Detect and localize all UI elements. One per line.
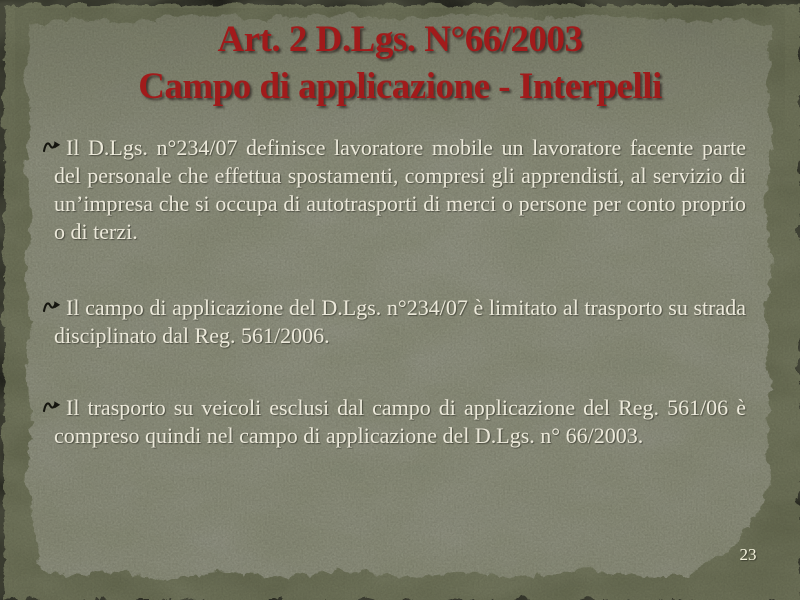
title-line-1: Art. 2 D.Lgs. N°66/2003 xyxy=(217,19,583,60)
page-number: 23 xyxy=(739,545,757,564)
scribble-arrow-icon xyxy=(42,398,62,415)
bullet-text: Il trasporto su veicoli esclusi dal campo di applicazione del Reg. 561/06 è compreso quindi nel campo di applicazione del D.Lgs. n° 66/2003. xyxy=(54,395,746,448)
bullet-item xyxy=(44,394,746,450)
slide-title xyxy=(40,16,760,110)
bullet-item xyxy=(44,294,746,350)
title-line-2: Campo di applicazione - Interpelli xyxy=(138,66,662,107)
bullet-item xyxy=(44,134,746,246)
bullet-text: Il campo di applicazione del D.Lgs. n°234/07 è limitato al trasporto su strada disciplinato dal Reg. 561/2006. xyxy=(54,295,746,348)
bullet-list xyxy=(44,134,746,450)
bullet-text: Il D.Lgs. n°234/07 definisce lavoratore mobile un lavoratore facente parte del personale che effettua spostamenti, compresi gli apprendisti, al servizio di un’impresa che si occupa di autotrasporti di merci o persone per conto proprio o di terzi. xyxy=(54,135,746,244)
scribble-arrow-icon xyxy=(42,298,62,315)
scribble-arrow-icon xyxy=(42,138,62,155)
